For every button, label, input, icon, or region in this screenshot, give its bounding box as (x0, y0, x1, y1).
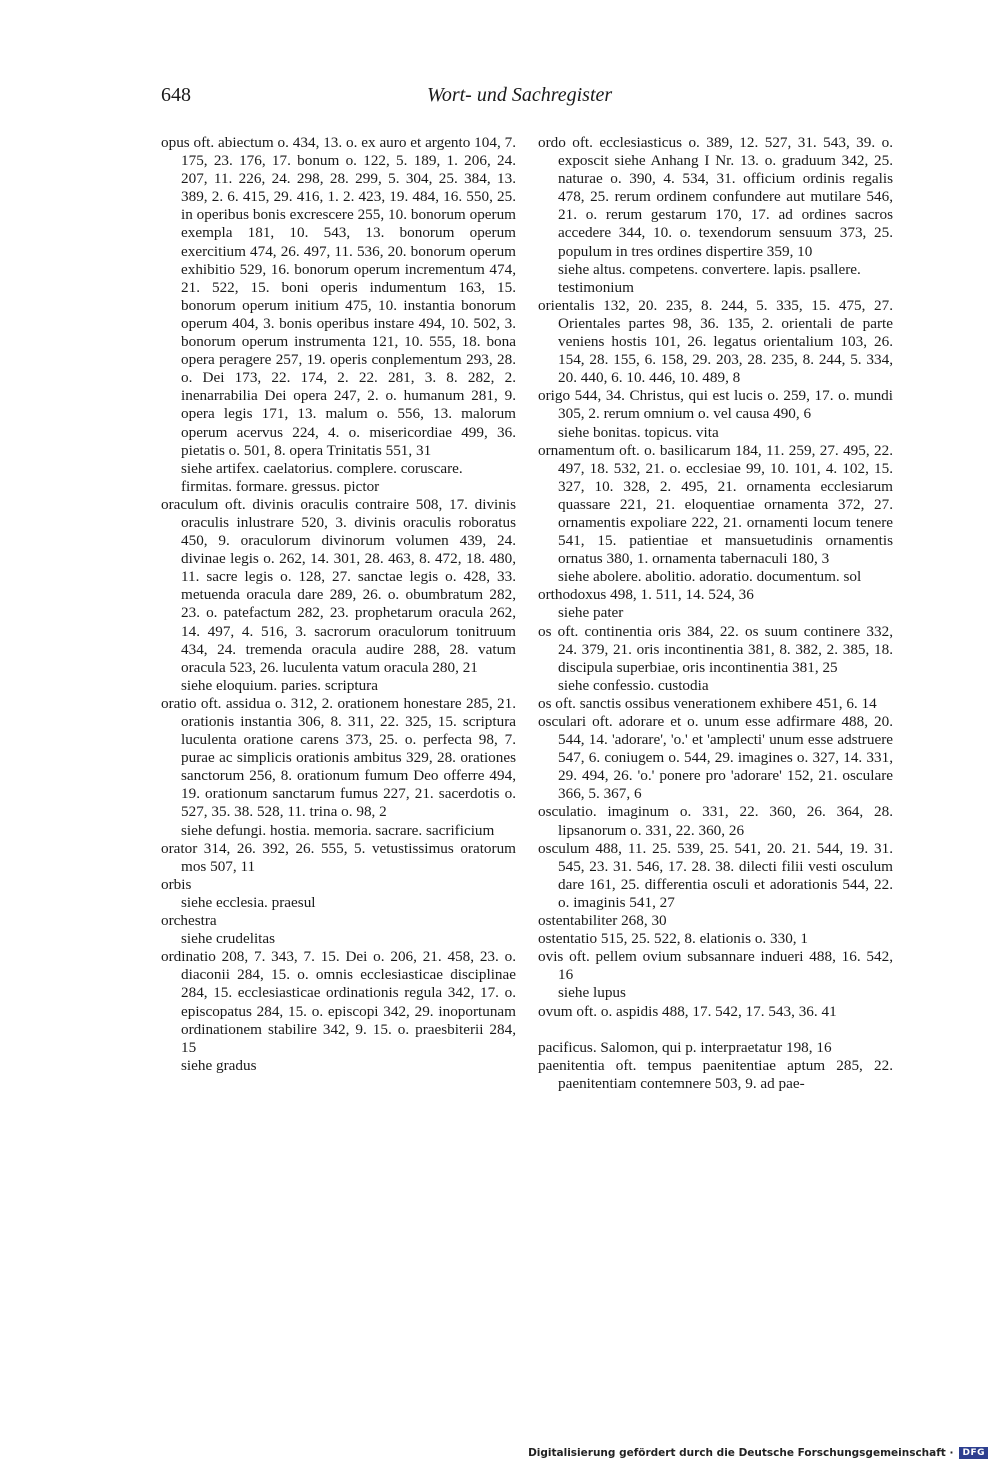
index-entry: osculum 488, 11. 25. 539, 25. 541, 20. 21. 544, 19. 31. 545, 23. 31. 546, 17. 28. 38. dilecti filii vesti osculum dare 161, 25. differentia osculi et adorationis 544, 22. o. imaginis 541, 27 (538, 839, 893, 911)
right-column (538, 134, 893, 1093)
index-entry: orthodoxus 498, 1. 511, 14. 524, 36 (538, 586, 754, 604)
index-entry: orbis (161, 875, 192, 893)
index-entry: ordinatio 208, 7. 343, 7. 15. Dei o. 206, 21. 458, 23. o. diaconii 284, 15. o. omnis ecclesiasticae disciplinae 284, 15. ecclesiasticae ordinationis regula 342, 17. o. episcopatus 284, 15. o. episcopi 342, 29. inoportunam ordinationem stabilire 342, 9. 15. o. praesbiterii 284, 15 (161, 948, 516, 1056)
see-also-line: siehe altus. competens. convertere. lapis. psallere. testimonium (558, 260, 861, 296)
index-entry: osculatio. imaginum o. 331, 22. 360, 26. 364, 28. lipsanorum o. 331, 22. 360, 26 (538, 803, 893, 839)
see-also-line: siehe defungi. hostia. memoria. sacrare. sacrificium (181, 821, 495, 839)
see-also-line: siehe crudelitas (181, 930, 276, 948)
index-entry: pacificus. Salomon, qui p. interpraetatur 198, 16 (538, 1038, 832, 1056)
see-also-line: siehe lupus (558, 984, 626, 1002)
see-also-line: siehe pater (558, 604, 624, 622)
see-also-line: siehe eloquium. paries. scriptura (181, 676, 378, 694)
index-entry: osculari oft. adorare et o. unum esse adfirmare 488, 20. 544, 14. 'adorare', 'o.' et 'amplecti' unum esse adstruere 547, 6. coniugem o. 544, 29. imagines o. 327, 14. 331, 29. 494, 26. 'o.' ponere pro 'adorare' 152, 21. osculare 366, 5. 367, 6 (538, 713, 893, 803)
footer (528, 1447, 988, 1459)
index-entry: orchestra (161, 912, 217, 930)
index-entry: os oft. sanctis ossibus venerationem exhibere 451, 6. 14 (538, 694, 877, 712)
see-also-line: siehe artifex. caelatorius. complere. coruscare. firmitas. formare. gressus. pictor (181, 459, 463, 495)
section-gap (538, 1021, 893, 1039)
left-column (161, 134, 516, 1075)
index-entry: ovis oft. pellem ovium subsannare indueri 488, 16. 542, 16 (538, 948, 893, 984)
see-also-line: siehe abolere. abolitio. adoratio. documentum. sol (558, 568, 862, 586)
see-also-line: siehe bonitas. topicus. vita (558, 423, 719, 441)
index-entry: ornamentum oft. o. basilicarum 184, 11. 259, 27. 495, 22. 497, 18. 532, 21. o. ecclesiae 99, 10. 101, 4. 102, 15. 327, 10. 328, 2. 495, 21. ornamenta ecclesiarum quassare 221, 21. eloquentiae ornamenta 372, 27. ornamentis expoliare 222, 21. ornamenti locum tenere 541, 15. patientiae et mansuetudinis ornamentis ornatus 380, 1. ornamenta tabernaculi 180, 3 (538, 441, 893, 568)
page-header (161, 84, 891, 116)
dfg-logo: DFG (959, 1447, 988, 1459)
index-entry: orator 314, 26. 392, 26. 555, 5. vetustissimus oratorum mos 507, 11 (161, 839, 516, 875)
see-also-line: siehe ecclesia. praesul (181, 893, 316, 911)
index-entry: opus oft. abiectum o. 434, 13. o. ex auro et argento 104, 7. 175, 23. 176, 17. bonum o. 122, 5. 189, 1. 206, 24. 207, 11. 226, 24. 298, 28. 299, 5. 304, 25. 384, 13. 389, 2. 6. 415, 29. 416, 1. 2. 423, 19. 484, 16. 550, 25. in operibus bonis excrescere 255, 10. bonorum operum exempla 181, 10. 543, 13. bonorum operum exercitium 474, 26. 497, 11. 536, 20. bonorum operum exhibitio 529, 16. bonorum operum incrementum 474, 21. 522, 15. boni operis indumentum 163, 15. bonorum operum initium 475, 10. instantia bonorum operum 404, 3. bonis operibus instare 494, 10. 502, 3. bonorum operum instrumenta 121, 10. 555, 18. bona opera peragere 257, 19. operis conplementum 293, 28. o. Dei 173, 22. 174, 2. 22. 281, 3. 8. 282, 2. inenarrabilia Dei opera 247, 2. o. humanum 281, 9. opera legis 171, 13. malum o. 556, 13. malorum operum acervus 224, 4. o. misericordiae 499, 36. pietatis o. 501, 8. opera Trinitatis 551, 31 (161, 134, 516, 459)
index-entry: ostentabiliter 268, 30 (538, 912, 667, 930)
running-title: Wort- und Sachregister (427, 84, 613, 106)
see-also-line: siehe gradus (181, 1056, 257, 1074)
index-entry: ostentatio 515, 25. 522, 8. elationis o. 330, 1 (538, 930, 808, 948)
index-entry: orientalis 132, 20. 235, 8. 244, 5. 335, 15. 475, 27. Orientales partes 98, 36. 135, 2. orientali de parte veniens hostis 101, 26. legatus orientalium 103, 26. 154, 28. 155, 6. 158, 29. 203, 28. 235, 8. 244, 5. 334, 20. 440, 6. 10. 446, 10. 489, 8 (538, 296, 893, 387)
index-entry: oratio oft. assidua o. 312, 2. orationem honestare 285, 21. orationis instantia 306, 8. 311, 22. 325, 15. scriptura luculenta oratione carens 373, 25. o. perfecta 98, 7. purae ac simplicis orationis ambitus 329, 28. orationes sanctorum 256, 8. orationum fumum Deo offerre 494, 19. orationum sanctarum fumus 227, 21. sacerdotis o. 527, 35. 38. 528, 11. trina o. 98, 2 (161, 694, 516, 821)
index-entry: origo 544, 34. Christus, qui est lucis o. 259, 17. o. mundi 305, 2. rerum omnium o. vel causa 490, 6 (538, 387, 893, 423)
index-entry: os oft. continentia oris 384, 22. os suum continere 332, 24. 379, 21. oris incontinentia 381, 8. 382, 2. 385, 18. discipula superbiae, oris incontinentia 381, 25 (538, 622, 893, 676)
index-entry: oraculum oft. divinis oraculis contraire 508, 17. divinis oraculis inlustrare 520, 3. divinis oraculis roboratus 450, 9. oraculorum divinorum volumen 439, 24. divinae legis o. 262, 14. 301, 28. 463, 8. 472, 18. 480, 11. sacre legis o. 128, 27. sanctae legis o. 428, 33. metuenda oracula dare 289, 26. o. obumbratum 282, 23. o. patefactum 282, 23. prophetarum oracula 262, 14. 497, 4. 516, 3. sacrorum oraculorum tonitruum 434, 24. tremenda oracula audire 288, 28. vatum oracula 523, 26. luculenta vatum oracula 280, 21 (161, 495, 516, 676)
index-entry: ovum oft. o. aspidis 488, 17. 542, 17. 543, 36. 41 (538, 1002, 837, 1020)
index-entry: ordo oft. ecclesiasticus o. 389, 12. 527, 31. 543, 39. o. exposcit siehe Anhang I Nr. 13. o. graduum 342, 25. naturae o. 390, 4. 534, 31. officium ordinis regalis 478, 25. rerum ordinem confundere aut mutilare 546, 21. o. rerum gestarum 170, 17. ad ordines sacros accedere 344, 10. o. texendorum sensuum 373, 25. populum in tres ordines dispertire 359, 10 (538, 134, 893, 260)
index-entry: paenitentia oft. tempus paenitentiae aptum 285, 22. paenitentiam contemnere 503, 9. ad pae- (538, 1056, 893, 1092)
page-number: 648 (161, 84, 191, 106)
funding-credit: Digitalisierung gefördert durch die Deutsche Forschungsgemeinschaft · (528, 1447, 954, 1459)
see-also-line: siehe confessio. custodia (558, 676, 709, 694)
